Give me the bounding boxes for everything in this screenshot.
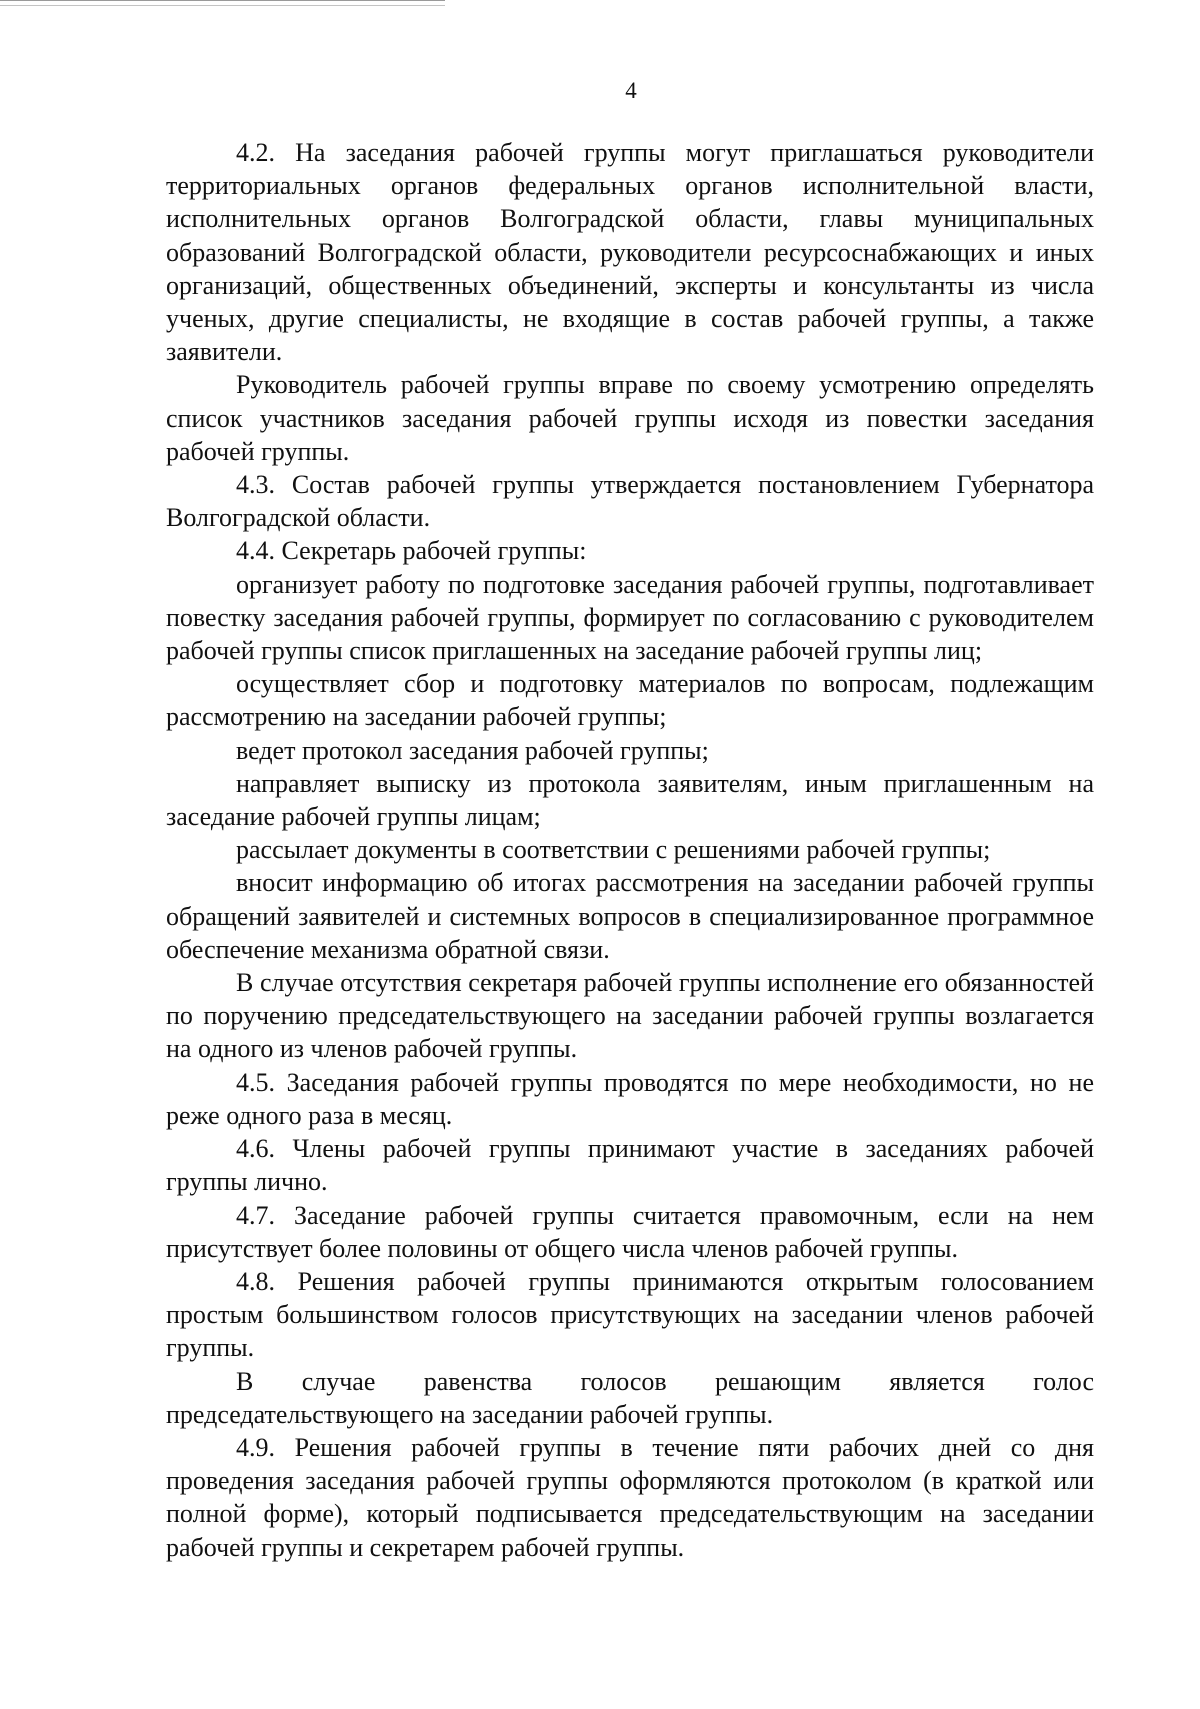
paragraph-secretary-duty: рассылает документы в соответствии с решениями рабочей группы; (236, 835, 991, 865)
paragraph-secretary-duty: осуществляет сбор и подготовку материалов по вопросам, подлежащим рассмотрению на заседании рабочей группы; (166, 669, 1094, 732)
paragraph-tie-vote: В случае равенства голосов решающим является голос председательствующего на заседании рабочей группы. (166, 1366, 1094, 1429)
paragraph-4-5: 4.5. Заседания рабочей группы проводятся по мере необходимости, но не реже одного раза в месяц. (166, 1067, 1094, 1130)
paragraph-4-9: 4.9. Решения рабочей группы в течение пяти рабочих дней со дня проведения заседания рабочей группы оформляются протоколом (в краткой или полной форме), который подписывается председательствующим на заседании рабочей группы и секретарем рабочей группы. (166, 1432, 1094, 1562)
paragraph-4-3: 4.3. Состав рабочей группы утверждается постановлением Губернатора Волгоградской области. (166, 470, 1094, 533)
paragraph-secretary-duty: организует работу по подготовке заседания рабочей группы, подготавливает повестку заседания рабочей группы, формирует по согласованию с руководителем рабочей группы список приглашенных на заседание рабочей группы лиц; (166, 569, 1094, 666)
paragraph-4-7: 4.7. Заседание рабочей группы считается правомочным, если на нем присутствует более половины от общего числа членов рабочей группы. (166, 1200, 1094, 1263)
paragraph-head-rights: Руководитель рабочей группы вправе по своему усмотрению определять список участников заседания рабочей группы исходя из повестки заседания рабочей группы. (166, 370, 1094, 466)
document-body (166, 136, 1094, 1564)
paragraph-4-6: 4.6. Члены рабочей группы принимают участие в заседаниях рабочей группы лично. (166, 1134, 1094, 1197)
paragraph-secretary-absence: В случае отсутствия секретаря рабочей группы исполнение его обязанностей по поручению председательствующего на заседании рабочей группы возлагается на одного из членов рабочей группы. (166, 968, 1094, 1064)
paragraph-secretary-duty: направляет выписку из протокола заявителям, иным приглашенным на заседание рабочей группы лицам; (166, 768, 1094, 832)
paragraph-4-4: 4.4. Секретарь рабочей группы: (236, 536, 587, 566)
paragraph-secretary-duty: ведет протокол заседания рабочей группы; (236, 735, 709, 765)
paragraph-4-8: 4.8. Решения рабочей группы принимаются открытым голосованием простым большинством голосов присутствующих на заседании членов рабочей группы. (166, 1266, 1094, 1363)
paragraph-secretary-duty: вносит информацию об итогах рассмотрения на заседании рабочей группы обращений заявителей и системных вопросов в специализированное программное обеспечение механизма обратной связи. (166, 868, 1094, 964)
paragraph-4-2: 4.2. На заседания рабочей группы могут приглашаться руководители территориальных органов федеральных органов исполнительной власти, исполнительных органов Волгоградской области, главы муниципальных образований Волгоградской области, руководители ресурсоснабжающих и иных организаций, общественных объединений, эксперты и консультанты из числа ученых, другие специалисты, не входящие в состав рабочей группы, а также заявители. (166, 138, 1094, 367)
page-number: 4 (625, 78, 637, 103)
